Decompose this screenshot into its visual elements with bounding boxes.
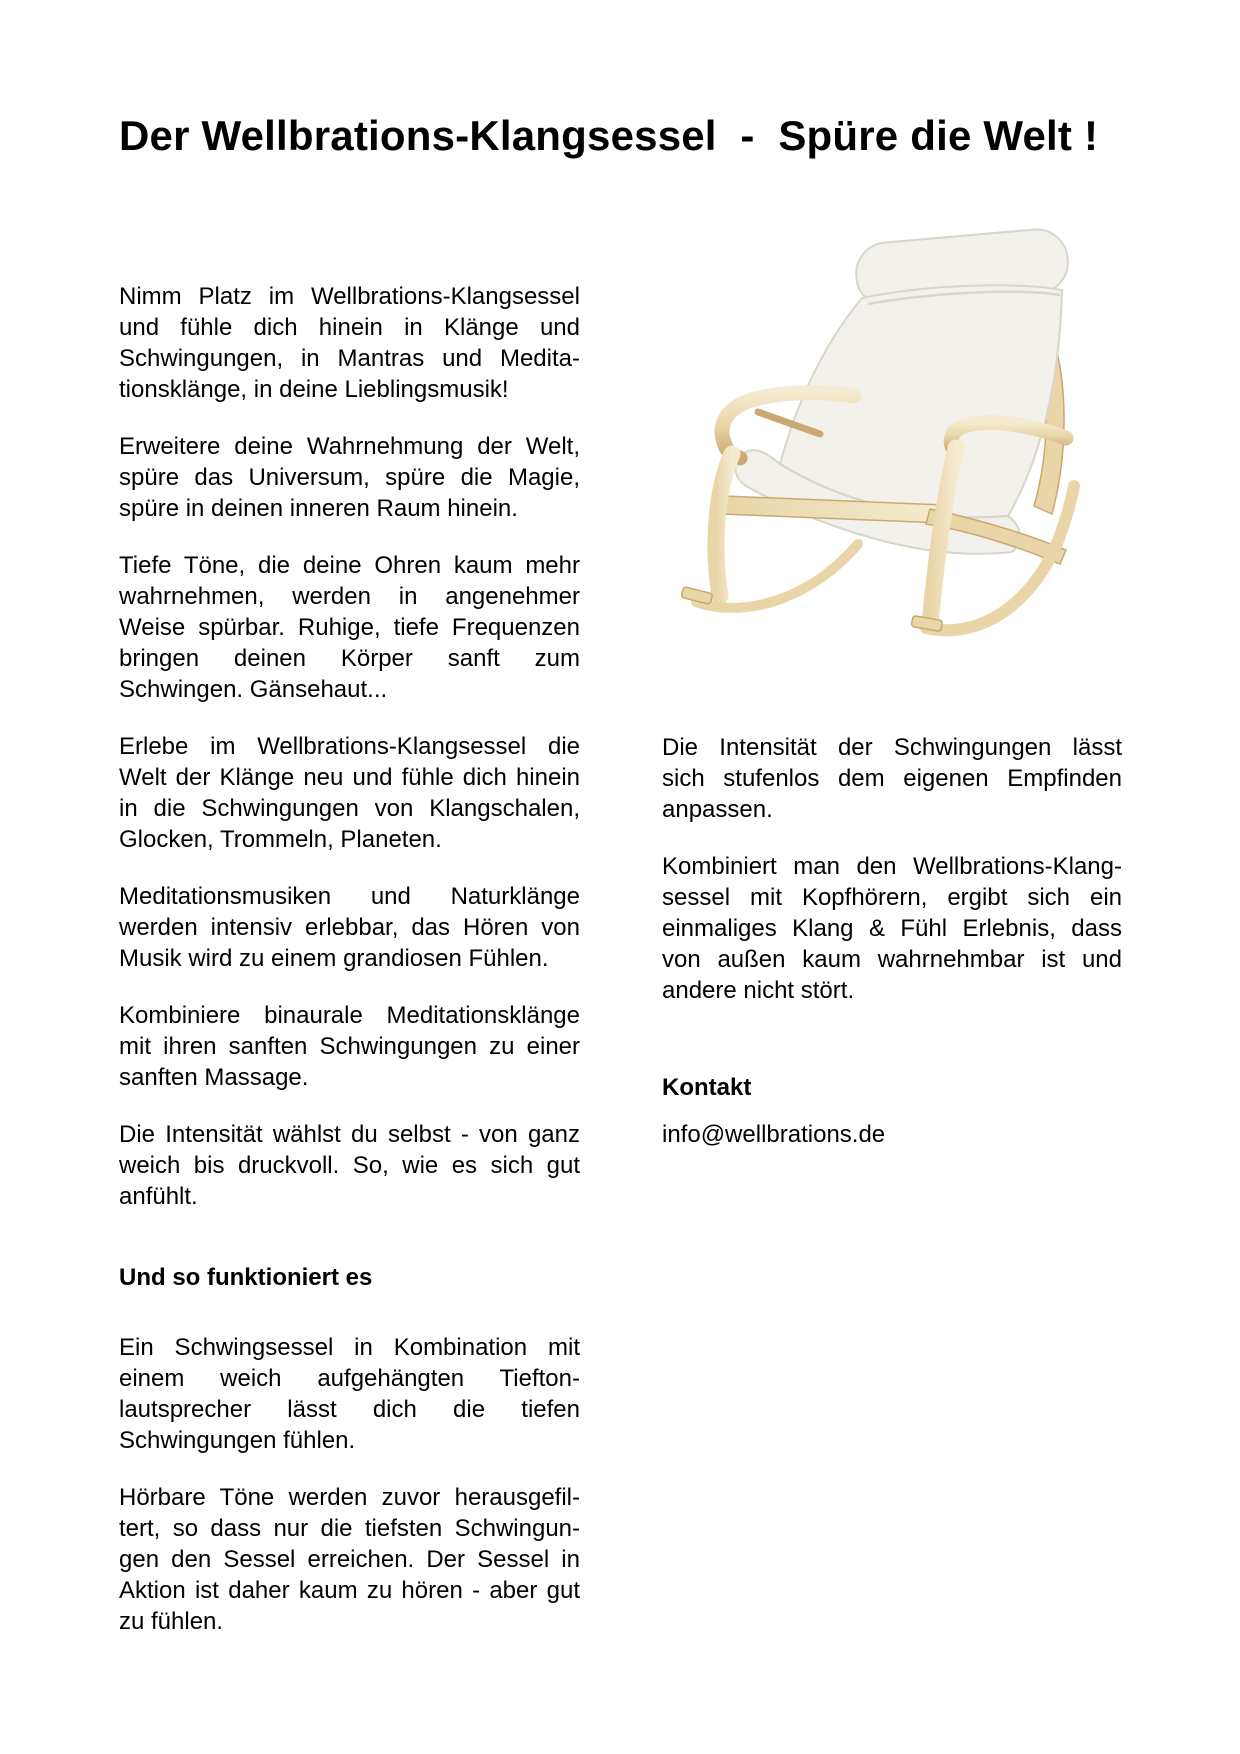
paragraph-line: sessel mit Kopfhörern, ergibt sich ein [662,884,1122,911]
chair-left-front-leg [716,454,732,596]
paragraph-line: sich stufenlos dem eigenen Empfinden [662,765,1122,792]
rocking-chair-image [662,228,1122,640]
paragraph-line: spüre das Universum, spüre die Magie, [119,464,580,491]
paragraph-line: Weise spürbar. Ruhige, tiefe Frequenzen [119,614,580,641]
paragraph-line: tert, so dass nur die tiefsten Schwingun- [119,1515,580,1542]
paragraph-line: Die Intensität der Schwingungen lässt [662,734,1122,761]
contact-heading: Kontakt [662,1074,752,1101]
paragraph-line: einmaliges Klang & Fühl Erlebnis, dass [662,915,1122,942]
paragraph [119,1482,580,1637]
paragraph-line: anfühlt. [119,1183,198,1210]
paragraph-line: Tiefe Töne, die deine Ohren kaum mehr [119,552,580,579]
paragraph-line: tionsklänge, in deine Lieblingsmusik! [119,376,509,403]
paragraph-line: sanften Massage. [119,1064,309,1091]
right-column-paragraphs [662,732,1122,1006]
paragraph-line: weich bis druckvoll. So, wie es sich gut [119,1152,580,1179]
paragraph-line: Meditationsmusiken und Naturklänge [119,883,580,910]
paragraph-line: Ein Schwingsessel in Kombination mit [119,1334,580,1361]
paragraph-line: in die Schwingungen von Klangschalen, [119,795,580,822]
rocking-chair-illustration [662,228,1122,640]
chair-left-rocker-foot [681,587,713,605]
paragraph [119,431,580,524]
paragraph-line: Erlebe im Wellbrations-Klangsessel die [119,733,580,760]
contact-email: info@wellbrations.de [662,1121,886,1148]
paragraph-line: gen den Sessel erreichen. Der Sessel in [119,1546,580,1573]
paragraph-line: Musik wird zu einem grandiosen Fühlen. [119,945,549,972]
paragraph [119,1000,580,1093]
paragraph-line: von außen kaum wahrnehmbar ist und [662,946,1122,973]
paragraph [119,881,580,974]
paragraph-line: wahrnehmen, werden in angenehmer [119,583,580,610]
paragraph-line: Kombiniere binaurale Meditationsklänge [119,1002,580,1029]
right-text-column [662,228,1122,1150]
paragraph-line: Schwingen. Gänsehaut... [119,676,388,703]
paragraph [119,731,580,855]
paragraph-line: Aktion ist daher kaum zu hören - aber gut [119,1577,580,1604]
paragraph-line: mit ihren sanften Schwingungen zu einer [119,1033,580,1060]
paragraph-line: Kombiniert man den Wellbrations-Klang- [662,853,1122,880]
paragraph-line: Glocken, Trommeln, Planeten. [119,826,442,853]
paragraph-line: zu fühlen. [119,1608,224,1635]
paragraph-line: Erweitere deine Wahrnehmung der Welt, [119,433,580,460]
page-title: Der Wellbrations-Klangsessel - Spüre die Welt ! [119,112,1099,159]
paragraph-line: Schwingungen fühlen. [119,1427,356,1454]
paragraph-line: Welt der Klänge neu und fühle dich hinein [119,764,580,791]
paragraph-line: werden intensiv erlebbar, das Hören von [119,914,580,941]
paragraph-line: Hörbare Töne werden zuvor herausgefil- [119,1484,580,1511]
paragraph-line: spüre in deinen inneren Raum hinein. [119,495,518,522]
paragraph [119,1119,580,1212]
left-text-column [119,281,580,1663]
paragraph-line: lautsprecher lässt dich die tiefen [119,1396,580,1423]
paragraph-line: Nimm Platz im Wellbrations-Klangsessel [119,283,580,310]
chair-back-cushion [780,285,1062,517]
paragraph [119,550,580,705]
section-heading: Und so funktioniert es [119,1264,373,1291]
paragraph [119,1332,580,1456]
paragraph-line: Schwingungen, in Mantras und Medita- [119,345,580,372]
paragraph-line: bringen deinen Körper sanft zum [119,645,580,672]
paragraph-line: und fühle dich hinein in Klänge und [119,314,580,341]
paragraph [662,851,1122,1006]
paragraph-line: einem weich aufgehängten Tiefton- [119,1365,580,1392]
paragraph-line: Die Intensität wählst du selbst - von ganz [119,1121,580,1148]
paragraph [119,281,580,405]
paragraph-line: anpassen. [662,796,773,823]
paragraph [662,732,1122,825]
paragraph-line: andere nicht stört. [662,977,855,1004]
